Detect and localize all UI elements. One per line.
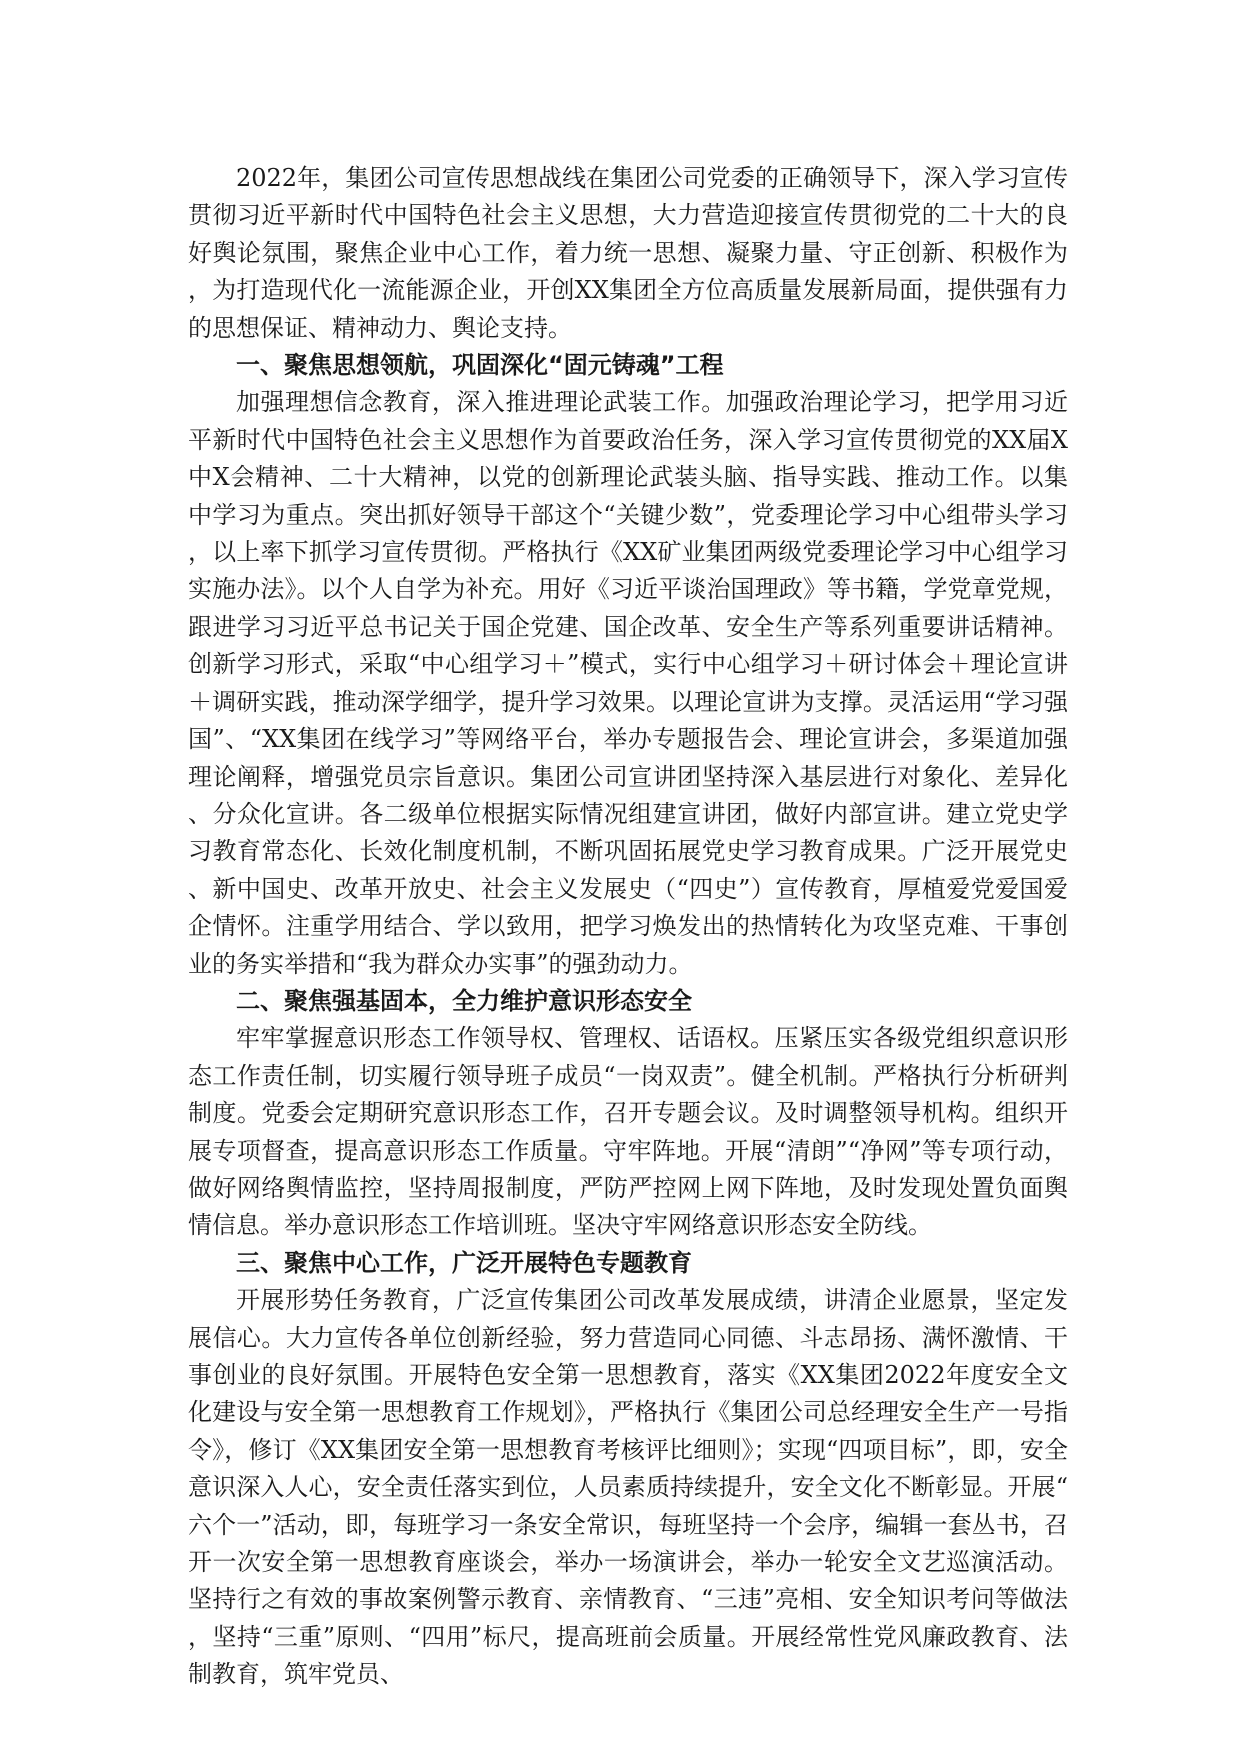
section-heading-2: 二、聚焦强基固本，全力维护意识形态安全: [236, 986, 692, 1015]
section-body-3: 开展形势任务教育，广泛宣传集团公司改革发展成绩，讲清企业愿景，坚定发展信心。大力宣传各单位创新经验，努力营造同心同德、斗志昂扬、满怀激情、干事创业的良好氛围。开展特色安全第一思想教育，落实《XX集团2022年度安全文化建设与安全第一思想教育工作规划》，严格执行《集团公司总经理安全生产一号指令》，修订《XX集团安全第一思想教育考核评比细则》；实现“四项目标”，即，安全意识深入人心，安全责任落实到位，人员素质持续提升，安全文化不断彰显。开展“六个一”活动，即，每班学习一条安全常识，每班坚持一个会序，编辑一套丛书，召开一次安全第一思想教育座谈会，举办一场演讲会，举办一轮安全文艺巡演活动。坚持行之有效的事故案例警示教育、亲情教育、“三违”亮相、安全知识考问等做法，坚持“三重”原则、“四用”标尺，提高班前会质量。开展经常性党风廉政教育、法制教育，筑牢党员、: [188, 1286, 1068, 1689]
section-heading-1: 一、聚焦思想领航，巩固深化“固元铸魂”工程: [236, 351, 724, 380]
intro-paragraph: 2022年，集团公司宣传思想战线在集团公司党委的正确领导下，深入学习宣传贯彻习近平新时代中国特色社会主义思想，大力营造迎接宣传贯彻党的二十大的良好舆论氛围，聚焦企业中心工作，着力统一思想、凝聚力量、守正创新、积极作为，为打造现代化一流能源企业，开创XX集团全方位高质量发展新局面，提供强有力的思想保证、精神动力、舆论支持。: [188, 164, 1068, 342]
section-body-2: 牢牢掌握意识形态工作领导权、管理权、话语权。压紧压实各级党组织意识形态工作责任制，切实履行领导班子成员“一岗双责”。健全机制。严格执行分析研判制度。党委会定期研究意识形态工作，召开专题会议。及时调整领导机构。组织开展专项督查，提高意识形态工作质量。守牢阵地。开展“清朗”“净网”等专项行动，做好网络舆情监控，坚持周报制度，严防严控网上网下阵地，及时发现处置负面舆情信息。举办意识形态工作培训班。坚决守牢网络意识形态安全防线。: [188, 1024, 1068, 1240]
section-heading-3: 三、聚焦中心工作，广泛开展特色专题教育: [236, 1248, 692, 1277]
document-body: [188, 160, 1068, 1694]
section-body-1: 加强理想信念教育，深入推进理论武装工作。加强政治理论学习，把学用习近平新时代中国特色社会主义思想作为首要政治任务，深入学习宣传贯彻党的XX届X中X会精神、二十大精神，以党的创新理论武装头脑、指导实践、推动工作。以集中学习为重点。突出抓好领导干部这个“关键少数”，党委理论学习中心组带头学习，以上率下抓学习宣传贯彻。严格执行《XX矿业集团两级党委理论学习中心组学习实施办法》。以个人自学为补充。用好《习近平谈治国理政》等书籍，学党章党规，跟进学习习近平总书记关于国企党建、国企改革、安全生产等系列重要讲话精神。创新学习形式，采取“中心组学习＋”模式，实行中心组学习＋研讨体会＋理论宣讲＋调研实践，推动深学细学，提升学习效果。以理论宣讲为支撑。灵活运用“学习强国”、“XX集团在线学习”等网络平台，举办专题报告会、理论宣讲会，多渠道加强理论阐释，增强党员宗旨意识。集团公司宣讲团坚持深入基层进行对象化、差异化、分众化宣讲。各二级单位根据实际情况组建宣讲团，做好内部宣讲。建立党史学习教育常态化、长效化制度机制，不断巩固拓展党史学习教育成果。广泛开展党史、新中国史、改革开放史、社会主义发展史（“四史”）宣传教育，厚植爱党爱国爱企情怀。注重学用结合、学以致用，把学习焕发出的热情转化为攻坚克难、干事创业的务实举措和“我为群众办实事”的强劲动力。: [188, 388, 1068, 978]
